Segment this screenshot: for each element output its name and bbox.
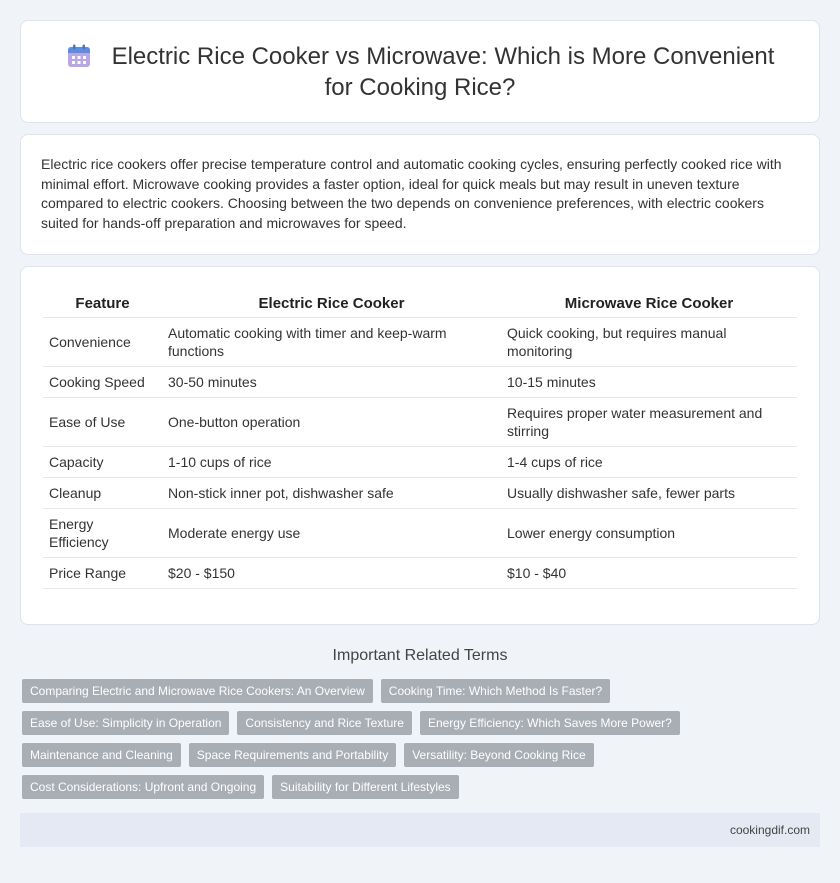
table-row — [43, 398, 797, 447]
table-cell: Non-stick inner pot, dishwasher safe — [162, 478, 501, 509]
page-title: Electric Rice Cooker vs Microwave: Which is More Convenient for Cooking Rice? — [111, 42, 775, 101]
table-cell: Ease of Use — [43, 398, 162, 447]
table-cell: 30-50 minutes — [162, 367, 501, 398]
table-cell: Lower energy consumption — [501, 509, 797, 558]
table-cell: Automatic cooking with timer and keep-warm functions — [162, 318, 501, 367]
footer-site-link[interactable]: cookingdif.com — [729, 823, 810, 837]
table-cell: Requires proper water measurement and stirring — [501, 398, 797, 447]
table-row — [43, 447, 797, 478]
related-term-tag[interactable]: Space Requirements and Portability — [189, 743, 396, 767]
table-header-row — [43, 289, 797, 318]
calendar-icon — [66, 43, 92, 69]
related-term-tag[interactable]: Maintenance and Cleaning — [22, 743, 181, 767]
related-term-tag[interactable]: Consistency and Rice Texture — [237, 711, 412, 735]
table-cell: 1-10 cups of rice — [162, 447, 501, 478]
footer — [20, 813, 820, 847]
table-cell: Energy Efficiency — [43, 509, 162, 558]
related-term-tag[interactable]: Cooking Time: Which Method Is Faster? — [381, 679, 610, 703]
table-cell: Moderate energy use — [162, 509, 501, 558]
table-row — [43, 478, 797, 509]
table-cell: Convenience — [43, 318, 162, 367]
table-row — [43, 367, 797, 398]
table-cell: One-button operation — [162, 398, 501, 447]
related-terms-heading: Important Related Terms — [332, 647, 508, 664]
table-cell: Usually dishwasher safe, fewer parts — [501, 478, 797, 509]
comparison-table-card — [20, 266, 820, 625]
page-title-wrap — [61, 41, 779, 103]
intro-card — [20, 134, 820, 255]
table-cell: 10-15 minutes — [501, 367, 797, 398]
column-header-feature: Feature — [43, 289, 162, 318]
table-cell: Capacity — [43, 447, 162, 478]
table-row — [43, 509, 797, 558]
related-term-tag[interactable]: Versatility: Beyond Cooking Rice — [404, 743, 593, 767]
column-header-microwave: Microwave Rice Cooker — [501, 289, 797, 318]
table-row — [43, 318, 797, 367]
table-cell: Price Range — [43, 558, 162, 589]
related-term-tag[interactable]: Comparing Electric and Microwave Rice Cookers: An Overview — [22, 679, 373, 703]
title-card — [20, 20, 820, 123]
column-header-electric: Electric Rice Cooker — [162, 289, 501, 318]
intro-text: Electric rice cookers offer precise temperature control and automatic cooking cycles, ensuring perfectly cooked rice with minimal effort. Microwave cooking provides a faster option, ideal for quick meals but may result in uneven texture compared to electric cookers. Choosing between the two depends on convenience preferences, with electric cookers suited for hands-off preparation and microwaves for speed. — [41, 156, 782, 231]
table-row — [43, 558, 797, 589]
related-term-tag[interactable]: Energy Efficiency: Which Saves More Power? — [420, 711, 680, 735]
table-cell: Cleanup — [43, 478, 162, 509]
table-cell: Cooking Speed — [43, 367, 162, 398]
table-cell: $10 - $40 — [501, 558, 797, 589]
table-cell: Quick cooking, but requires manual monitoring — [501, 318, 797, 367]
comparison-table — [43, 289, 797, 589]
related-term-tag[interactable]: Cost Considerations: Upfront and Ongoing — [22, 775, 264, 799]
table-cell: 1-4 cups of rice — [501, 447, 797, 478]
related-term-tag[interactable]: Ease of Use: Simplicity in Operation — [22, 711, 229, 735]
table-cell: $20 - $150 — [162, 558, 501, 589]
related-terms-list — [22, 679, 818, 799]
related-term-tag[interactable]: Suitability for Different Lifestyles — [272, 775, 459, 799]
